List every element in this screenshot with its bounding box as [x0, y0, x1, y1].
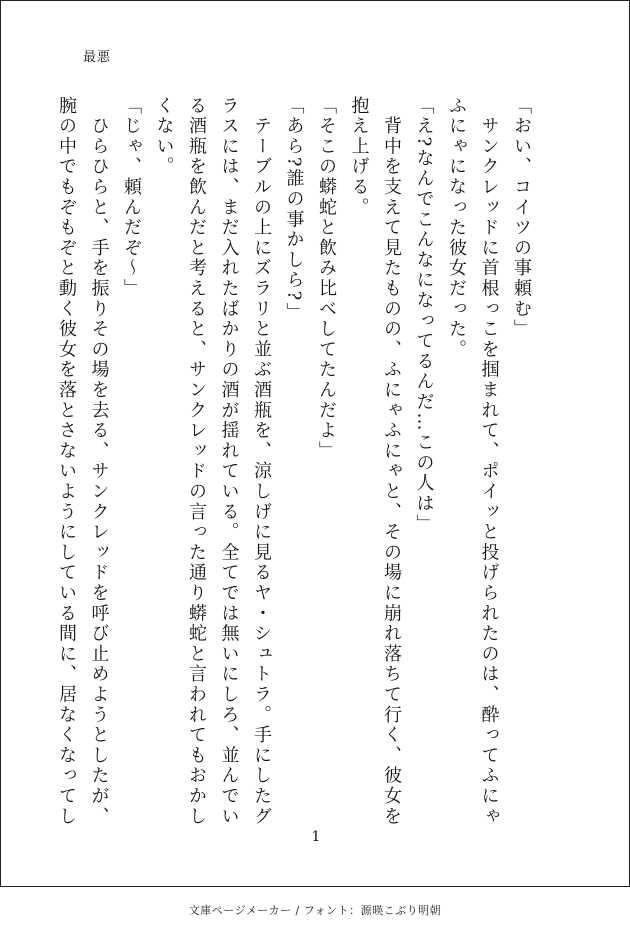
text-line: 「おい、コイツの事頼む」	[511, 96, 532, 340]
text-line: 背中を支えて見たものの、ふにゃふにゃと、その場に崩れ落ちて行く、彼女を	[381, 96, 402, 827]
text-line: 「そこの蟒蛇と飲み比べしてたんだよ」	[316, 96, 337, 462]
text-line: くない。	[153, 96, 175, 178]
text-line: ひらひらと、手を振りその場を去る、サンクレッドを呼び止めようとしたが、	[88, 96, 110, 827]
text-line: 「え?なんでこんなになってるんだ…この人は」	[413, 96, 435, 535]
text-line: サンクレッドに首根っこを掴まれて、ポイッと投げられたのは、酔ってふにゃ	[478, 96, 500, 827]
text-line: 抱え上げる。	[348, 96, 370, 218]
text-line: 「じゃ、頼んだぞ〜」	[121, 96, 142, 299]
footer-credit: 文庫ページメーカー / フォント：源暎こぶり明朝	[188, 904, 442, 917]
text-line: 「あら?誰の事かしら?」	[283, 96, 305, 323]
text-line: る酒瓶を飲んだと考えると、サンクレッドの言った通り蟒蛇と言われてもおかし	[186, 96, 207, 827]
text-line: ふにゃになった彼女だった。	[446, 96, 467, 360]
body-text	[50, 96, 538, 827]
text-line: ラスには、まだ入れたばかりの酒が揺れている。全てでは無いにしろ、並んでい	[218, 96, 240, 827]
text-line: テーブルの上にズラリと並ぶ酒瓶を、涼しげに見るヤ・シュトラ。手にしたグ	[251, 96, 272, 827]
page-number: 1	[311, 829, 321, 845]
text-line: 腕の中でもぞもぞと動く彼女を落とさないようにしている間に、居なくなってし	[56, 96, 77, 827]
chapter-title: 最悪	[83, 50, 112, 65]
